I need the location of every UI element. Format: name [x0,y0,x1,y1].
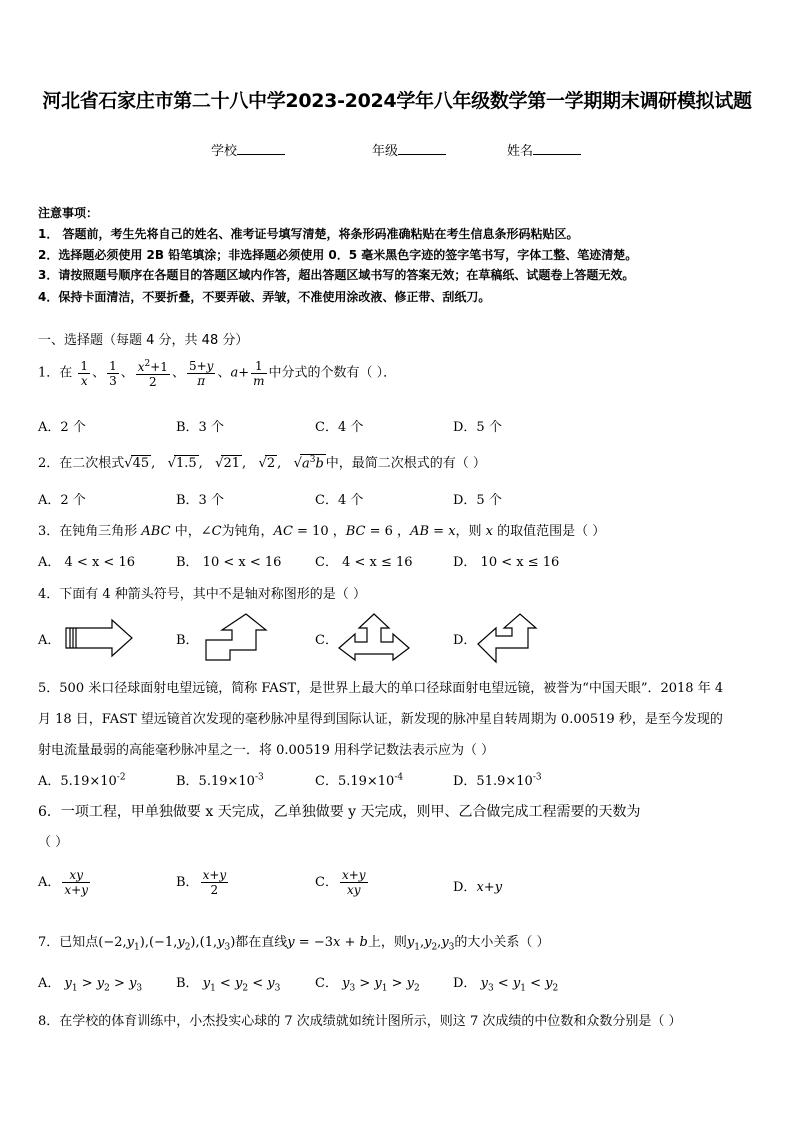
question-8: 8．在学校的体育训练中，小杰投实心球的 7 次成绩就如统计图所示，则这 7 次成绩的中位数和众数分别是（ ） [38,1014,682,1029]
fraction: $\frac{1}{3}$ [109,358,117,388]
name-label: 姓名 [507,144,534,159]
question-3: 3．在钝角三角形 ABC 中，∠C为钝角，AC = 10 ，BC = 6 ，AB = x，则 x 的取值范围是（ ） [38,524,606,539]
question-5-line: 月 18 日，FAST 望远镜首次发现的毫秒脉冲星得到国际认证，新发现的脉冲星自转周期为 0.00519 秒，是至今发现的 [38,712,723,727]
question-5-line: 5．500 米口径球面射电望远镜，简称 FAST，是世界上最大的单口径球面射电望远镜，被誉为“中国天眼”．2018 年 4 [38,681,724,696]
arrow-a-figure [64,618,134,658]
option-d[interactable]: D． 10 < x ≤ 16 [453,555,560,570]
note-item: 3．请按照题号顺序在各题目的答题区域内作答，超出答题区域书写的答案无效；在草稿纸、试题卷上答题无效。 [38,268,635,282]
q3-text: 3．在钝角三角形 [38,524,138,539]
q3-text: ，则 [455,524,482,539]
option-a[interactable]: A． 4 < x < 16 [38,555,135,570]
question-7: 7．已知点$(-2,y_1),(-1,y_2),(1,y_3)$都在直线y = −3x + b上，则$y_1,y_2,y_3$的大小关系（ ） [38,935,550,953]
option-a[interactable]: A．$5.19\times 10^{-2}$ [38,772,126,789]
option-d[interactable]: D． [453,633,477,648]
question-6-line: 6．一项工程，甲单独做要 x 天完成，乙单独做要 y 天完成，则甲、乙合做完成工程需要的天数为 [38,804,641,820]
fraction: $\frac{5+y}{\pi}$ [188,358,214,388]
arrow-d-figure [476,612,538,666]
q7-text: 7．已知点 [38,935,99,950]
q2-suffix: 中，最简二次根式的有（ ） [325,456,486,471]
q3-text: 为钝角， [221,524,274,539]
notes-heading: 注意事项： [38,206,99,220]
q1-prefix: 1．在 [38,365,73,381]
page-title: 河北省石家庄市第二十八中学2023-2024学年八年级数学第一学期期末调研模拟试题 [42,90,752,112]
option-a[interactable]: A．2 个 [38,493,86,508]
option-d[interactable]: D．5 个 [453,493,502,508]
option-d[interactable]: D． $y_3 < y_1 < y_2$ [453,976,559,994]
q7-text: 的大小关系（ ） [454,935,550,950]
section-heading: 一、选择题（每题 4 分，共 48 分） [38,333,249,348]
fraction: $\frac{1}{m}$ [253,358,265,388]
q7-text: 上，则 [367,935,407,950]
note-item: 1． 答题前，考生先将自己的姓名、准考证号填写清楚，将条形码准确粘贴在考生信息条形码粘贴区。 [38,227,579,241]
option-c[interactable]: C．4 个 [315,493,364,508]
grade-field[interactable] [372,140,446,159]
school-label: 学校 [211,144,238,159]
q3-text: 中，∠ [174,524,212,539]
school-field[interactable] [211,140,285,159]
option-c[interactable]: C． $y_3 > y_1 > y_2$ [315,976,420,994]
q2-prefix: 2．在二次根式 [38,456,125,471]
option-c[interactable]: C．4 个 [315,420,364,435]
q3-text: 的取值范围是（ ） [497,524,606,539]
question-2: 2．在二次根式√45 , √1.5 , √21 , √2 , $√a^3b$ 中，最简二次根式的有（ ） [38,454,486,471]
question-6-paren: （ ） [38,835,69,850]
option-b[interactable]: B．3 个 [176,420,224,435]
option-a[interactable]: A． [38,633,61,648]
option-c[interactable]: C．$5.19\times 10^{-4}$ [315,772,404,789]
option-d[interactable]: D．x+y [453,880,503,895]
option-a[interactable]: A． $y_1 > y_2 > y_3$ [38,976,143,994]
option-c[interactable]: C． $\frac{x+y}{xy}$ [315,868,366,897]
question-1: 1．在 $\frac{1}{x}$ 、 $\frac{1}{3}$ 、 $\frac{x^2+1}{2}$ 、 $\frac{5+y}{\pi}$ 、a+ $\frac{1}{m}$ 中分式的个数有（ ）． [38,358,397,389]
option-d[interactable]: D．5 个 [453,420,502,435]
q1-suffix: 中分式的个数有（ ）． [268,365,397,381]
question-5-line: 射电流量最弱的高能毫秒脉冲星之一．将 0.00519 用科学记数法表示应为（ ） [38,743,495,758]
arrow-b-figure [204,612,268,662]
name-field[interactable] [507,140,581,159]
option-c[interactable]: C． [315,633,338,648]
note-item: 4．保持卡面清洁，不要折叠，不要弄破、弄皱，不准使用涂改液、修正带、刮纸刀。 [38,290,491,304]
option-c[interactable]: C． 4 < x ≤ 16 [315,555,413,570]
option-b[interactable]: B． 10 < x < 16 [176,555,282,570]
q7-text: 都在直线 [235,935,288,950]
option-b[interactable]: B． $\frac{x+y}{2}$ [176,868,227,897]
option-d[interactable]: D．$51.9\times 10^{-3}$ [453,772,542,789]
fraction: $\frac{1}{x}$ [80,358,89,388]
arrow-c-figure [337,612,411,662]
fraction: $\frac{x^2+1}{2}$ [137,359,168,389]
grade-label: 年级 [372,144,399,159]
option-b[interactable]: B．$5.19\times 10^{-3}$ [176,772,264,789]
option-b[interactable]: B． $y_1 < y_2 < y_3$ [176,976,281,994]
option-b[interactable]: B．3 个 [176,493,224,508]
option-b[interactable]: B． [176,633,199,648]
note-item: 2．选择题必须使用 2B 铅笔填涂；非选择题必须使用 0．5 毫米黑色字迹的签字笔书写，字体工整、笔迹清楚。 [38,248,638,262]
option-a[interactable]: A．2 个 [38,420,86,435]
option-a[interactable]: A． $\frac{xy}{x+y}$ [38,868,89,897]
question-4: 4．下面有 4 种箭头符号，其中不是轴对称图形的是（ ） [38,587,366,602]
